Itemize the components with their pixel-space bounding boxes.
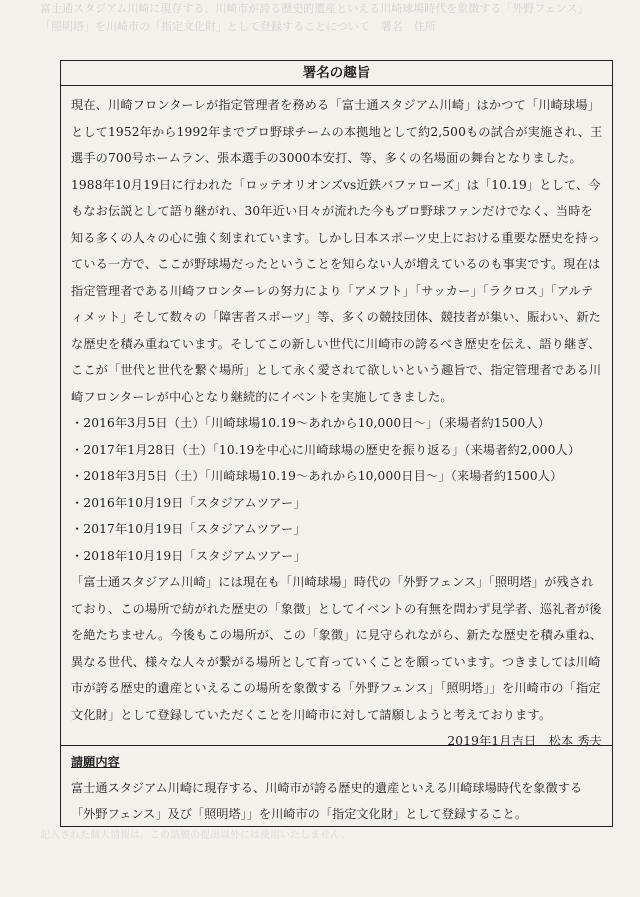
event-item: ・2018年3月5日（土）「川崎球場10.19〜あれから10,000日目〜」（来場者約1500人）	[71, 469, 563, 483]
purpose-paragraph: 現在、川崎フロンターレが指定管理者を務める「富士通スタジアム川崎」はかつて「川崎球場」として1952年から1992年までプロ野球チームの本拠地として約2,500もの試合が実施され、王選手の700号ホームラン、張本選手の3000本安打、等、多くの名場面の舞台となりました。1988年10月19日に行われた「ロッテオリオンズvs近鉄バファローズ」は「10.19」として、今もなお伝説として語り継がれ、30年近い日々が流れた今もプロ野球ファンだけでなく、当時を知る多くの人々の心に強く刻まれています。しかし日本スポーツ史上における重要な歴史を持っている一方で、ここが野球場だったということを知らない人が増えているのも事実です。現在は指定管理者である川崎フロンターレの努力により「アメフト」「サッカー」「ラクロス」「アルティメット」そして数々の「障害者スポーツ」等、多くの競技団体、競技者が集い、賑わい、新たな歴史を積み重ねています。そしてこの新しい世代に川崎市の誇るべき歴史を伝え、語り継ぎ、ここが「世代と世代を繋ぐ場所」として永く愛されて欲しいという趣旨で、指定管理者である川崎フロンターレが中心となり継続的にイベントを実施してきました。	[71, 98, 603, 404]
event-list	[71, 410, 604, 569]
event-item: ・2017年1月28日（土）「10.19を中心に川崎球場の歴史を振り返る」（来場者約2,000人）	[71, 442, 581, 457]
purpose-body	[61, 86, 612, 755]
petition-frame	[60, 60, 613, 827]
bleed-line: 「照明塔」を川崎市の「指定文化財」として登録することについて 署名 住所	[40, 20, 436, 33]
event-item: ・2016年10月19日「スタジアムツアー」	[71, 495, 306, 510]
bleed-line: 富士通スタジアム川崎に現存する、川崎市が誇る歴史的遺産といえる川崎球場時代を象徴する「外野フェンス」	[40, 2, 589, 15]
event-item: ・2016年3月5日（土）「川崎球場10.19〜あれから10,000日〜」（来場者約1500人）	[71, 416, 551, 430]
closing-paragraph: 「富士通スタジアム川崎」には現在も「川崎球場」時代の「外野フェンス」「照明塔」が残されており、この場所で紡がれた歴史の「象徴」としてイベントの有無を問わず見学者、巡礼者が後を絶たちません。今後もこの場所が、この「象徴」に見守られながら、新たな歴史を積み重ね、異なる世代、様々な人々が繋がる場所として育っていくことを願っています。つきましては川崎市が誇る歴史的遺産といえるこの場所を象徴する「外野フェンス」「照明塔」」を川崎市の「指定文化財」として登録していただくことを川崎市に対して請願しようと考えております。	[71, 575, 603, 722]
section-divider	[61, 745, 612, 746]
petition-text: 富士通スタジアム川崎に現存する、川崎市が誇る歴史的遺産といえる川崎球場時代を象徴する「外野フェンス」及び「照明塔」」を川崎市の「指定文化財」として登録すること。	[71, 781, 583, 821]
petition-section	[71, 749, 604, 827]
signature-line: 2019年1月吉日 松本 秀夫	[447, 734, 602, 748]
section-title: 署名の趣旨	[61, 61, 612, 86]
bleed-through-bottom: 記入された個人情報は、この請願の提出以外には使用いたしません。	[40, 830, 351, 841]
petition-heading: 請願内容	[71, 755, 120, 769]
bleed-through-top	[40, 0, 610, 55]
event-item: ・2017年10月19日「スタジアムツアー」	[71, 522, 306, 536]
event-item: ・2018年10月19日「スタジアムツアー」	[71, 548, 306, 563]
